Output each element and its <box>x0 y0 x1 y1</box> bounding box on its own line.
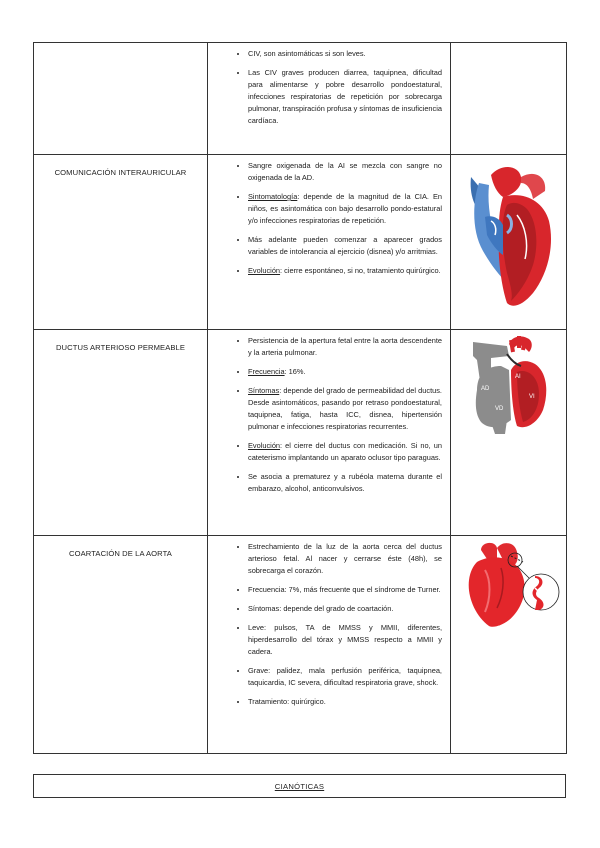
pathology-name-cell <box>34 155 208 330</box>
list-item: • Estrechamiento de la luz de la aorta cerca del ductus arterioso fetal. Al nacer y cerrarse éste (48h), se sobrecarga el corazón. <box>248 541 442 577</box>
list-item: • Evolución: el cierre del ductus con medicación. Si no, un cateterismo implantando un aparato oclusor tipo paraguas. <box>248 440 442 464</box>
description-cell <box>208 43 451 155</box>
list-item: • Sintomatología: depende de la magnitud de la CIA. En niños, es asintomática con bajo desarrollo pondo-estatural y/o infecciones respiratorias de repetición. <box>248 191 442 227</box>
list-item: • Síntomas: depende del grado de permeabilidad del ductus. Desde asintomáticos, pasando por retraso pondoestatural, taquipnea, fatiga, hasta ICC, disnea, hipertensión pulmonar e infecciones respiratorias recurrentes. <box>248 385 442 433</box>
diagram-label-vi: VI <box>529 394 535 400</box>
list-item: • CIV, son asintomáticas si son leves. <box>248 48 442 60</box>
list-item: • Se asocia a prematurez y a rubéola materna durante el embarazo, alcohol, anticonvulsivos. <box>248 471 442 495</box>
cardiopathy-table <box>33 42 567 754</box>
description-cell <box>208 155 451 330</box>
atrial-septal-defect-heart-illustration <box>451 155 567 329</box>
pathology-name: COARTACIÓN DE LA AORTA <box>69 549 172 558</box>
pathology-name-cell <box>34 43 208 155</box>
description-cell <box>208 536 451 754</box>
image-cell <box>451 155 567 330</box>
image-cell <box>451 536 567 754</box>
section-title-box <box>33 774 566 798</box>
diagram-label-ai: AI <box>515 374 521 380</box>
table-row <box>34 330 567 536</box>
diagram-label-ad: AD <box>481 386 490 392</box>
diagram-label-vd: VD <box>495 406 504 412</box>
pathology-name-cell <box>34 330 208 536</box>
table-row <box>34 43 567 155</box>
list-item: • Más adelante pueden comenzar a aparecer grados variables de intolerancia al ejercicio (disnea) y/o arritmias. <box>248 234 442 258</box>
patent-ductus-arteriosus-heart-illustration <box>451 330 567 440</box>
table-row <box>34 155 567 330</box>
section-title: CIANÓTICAS <box>274 782 325 791</box>
list-item: • Frecuencia: 16%. <box>248 366 442 378</box>
list-item: • Frecuencia: 7%, más frecuente que el síndrome de Turner. <box>248 584 442 596</box>
list-item: • Evolución: cierre espontáneo, si no, tratamiento quirúrgico. <box>248 265 442 277</box>
list-item: • Tratamiento: quirúrgico. <box>248 696 442 708</box>
aortic-coarctation-heart-illustration <box>451 536 567 636</box>
image-cell <box>451 43 567 155</box>
list-item: • Grave: palidez, mala perfusión periférica, taquipnea, taquicardia, IC severa, dificultad respiratoria grave, shock. <box>248 665 442 689</box>
table-row <box>34 536 567 754</box>
list-item: • Leve: pulsos, TA de MMSS y MMII, diferentes, hiperdesarrollo del tórax y MMSS respecto a MMII y cadera. <box>248 622 442 658</box>
description-cell <box>208 330 451 536</box>
list-item: • Las CIV graves producen diarrea, taquipnea, dificultad para alimentarse y pobre desarrollo pondoestatural, infecciones respiratorias de repetición por sobrecarga pulmonar, transpiración profusa y síntomas de insuficiencia cardíaca. <box>248 67 442 127</box>
list-item: • Síntomas: depende del grado de coartación. <box>248 603 442 615</box>
pathology-name: DUCTUS ARTERIOSO PERMEABLE <box>55 343 186 352</box>
image-cell <box>451 330 567 536</box>
list-item: • Sangre oxigenada de la AI se mezcla con sangre no oxigenada de la AD. <box>248 160 442 184</box>
pathology-name <box>34 43 207 56</box>
list-item: • Persistencia de la apertura fetal entre la aorta descendente y la arteria pulmonar. <box>248 335 442 359</box>
pathology-name-cell <box>34 536 208 754</box>
pathology-name: COMUNICACIÓN INTERAURICULAR <box>54 168 187 177</box>
